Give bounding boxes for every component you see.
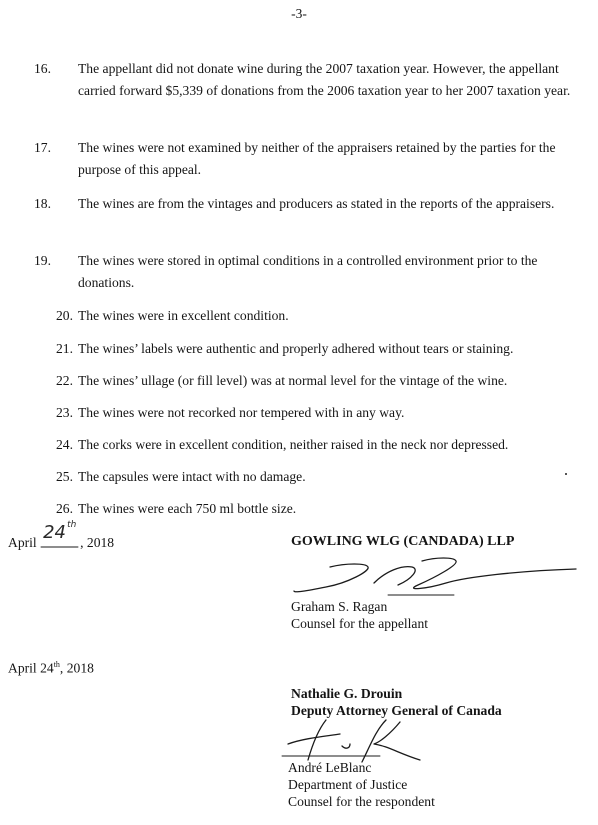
date-month: April — [8, 535, 37, 550]
date-year: , 2018 — [59, 660, 94, 676]
paragraph-text: The corks were in excellent condition, neither raised in the neck nor depressed. — [78, 437, 509, 452]
paragraph-19 — [34, 250, 593, 294]
handwritten-underline — [40, 544, 80, 550]
paragraph-number: 18. — [34, 196, 51, 211]
appellant-date — [8, 520, 115, 551]
paragraph-number: 23. — [56, 405, 73, 420]
respondent-signer-department: Department of Justice — [288, 777, 408, 792]
paragraph-21 — [56, 338, 576, 360]
paragraph-number: 21. — [56, 341, 73, 356]
respondent-date — [8, 660, 94, 677]
paragraph-number: 25. — [56, 469, 73, 484]
appellant-signer-name: Graham S. Ragan — [291, 599, 388, 614]
appellant-signer-role: Counsel for the appellant — [291, 616, 429, 631]
paragraph-number: 19. — [34, 253, 51, 268]
paragraph-number: 16. — [34, 61, 51, 76]
officer-title: Deputy Attorney General of Canada — [291, 703, 502, 718]
paragraph-20 — [56, 305, 566, 327]
paragraph-number: 24. — [56, 437, 73, 452]
handwritten-day-number: 24 — [43, 522, 67, 543]
respondent-signer-role: Counsel for the respondent — [288, 794, 435, 809]
paragraph-text: The wines’ ullage (or fill level) was at normal level for the vintage of the wine. — [78, 373, 508, 388]
paragraph-text: The capsules were intact with no damage. — [78, 469, 306, 484]
paragraph-text: The wines were not examined by neither of the appraisers retained by the parties for the purpose of this appeal. — [78, 140, 556, 177]
paragraph-text: The wines’ labels were authentic and properly adhered without tears or staining. — [78, 341, 514, 356]
paragraph-24 — [56, 434, 576, 456]
officer-name: Nathalie G. Drouin — [291, 686, 403, 701]
handwritten-day — [40, 520, 80, 547]
paragraph-text: The wines were stored in optimal conditions in a controlled environment prior to the donations. — [78, 253, 538, 290]
page-number: -3- — [291, 6, 307, 21]
date-month-day: April 24 — [8, 660, 54, 676]
paragraph-text: The appellant did not donate wine during the 2007 taxation year. However, the appellant carried forward $5,339 of donations from the 2006 taxation year to her 2007 taxation year. — [78, 61, 571, 98]
paragraph-25 — [56, 466, 566, 488]
appellant-signature — [286, 555, 586, 603]
paragraph-26 — [56, 498, 566, 520]
paragraph-text: The wines are from the vintages and producers as stated in the reports of the appraisers. — [78, 196, 555, 211]
paragraph-number: 20. — [56, 308, 73, 323]
scan-speck — [565, 473, 567, 475]
appellant-firm: GOWLING WLG (CANDADA) LLP — [291, 534, 515, 549]
paragraph-text: The wines were in excellent condition. — [78, 308, 289, 323]
paragraph-22 — [56, 370, 576, 392]
paragraph-number: 22. — [56, 373, 73, 388]
handwritten-day-suffix: th — [67, 520, 77, 530]
paragraph-23 — [56, 402, 566, 424]
paragraph-18 — [34, 193, 568, 215]
paragraph-text: The wines were not recorked nor tempered with in any way. — [78, 405, 405, 420]
paragraph-number: 17. — [34, 140, 51, 155]
date-suffix: th — [53, 660, 60, 669]
paragraph-17 — [34, 137, 588, 181]
date-year: , 2018 — [80, 535, 115, 550]
paragraph-text: The wines were each 750 ml bottle size. — [78, 501, 297, 516]
paragraph-number: 26. — [56, 501, 73, 516]
respondent-signer-name: André LeBlanc — [288, 760, 372, 775]
paragraph-16 — [34, 58, 588, 102]
